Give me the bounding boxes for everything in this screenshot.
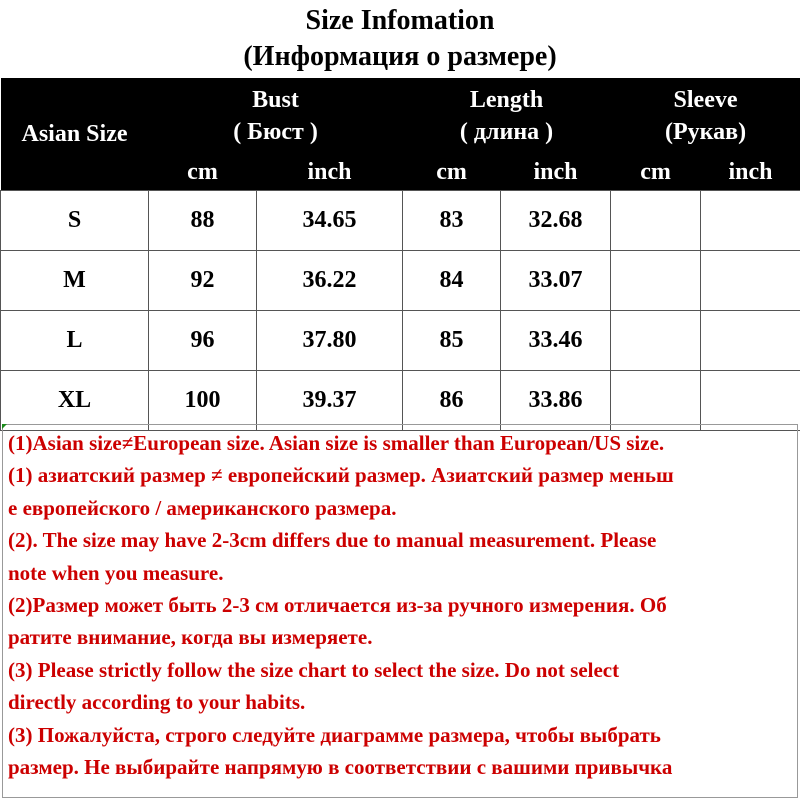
cell-bust-inch: 34.65 xyxy=(257,191,403,251)
cell-length-inch: 33.86 xyxy=(501,371,611,431)
header-unit-length-inch: inch xyxy=(501,154,611,191)
cell-bust-cm: 100 xyxy=(149,371,257,431)
cell-sleeve-cm xyxy=(611,251,701,311)
page-title: Size Infomation xyxy=(305,5,495,36)
cell-length-cm: 84 xyxy=(403,251,501,311)
cell-bust-cm: 92 xyxy=(149,251,257,311)
cell-size: L xyxy=(1,311,149,371)
cell-length-cm: 86 xyxy=(403,371,501,431)
table-row xyxy=(1,191,800,251)
cell-sleeve-cm xyxy=(611,371,701,431)
header-unit-bust-cm: cm xyxy=(149,154,257,191)
header-group-bust xyxy=(149,78,403,154)
note-line: note when you measure. xyxy=(8,560,224,585)
header-group-length xyxy=(403,78,611,154)
header-unit-length-cm: cm xyxy=(403,154,501,191)
page-subtitle: (Информация о размере) xyxy=(243,41,557,72)
cell-sleeve-inch xyxy=(701,371,800,431)
note-line: ратите внимание, когда вы измеряете. xyxy=(8,625,373,650)
cell-sleeve-inch xyxy=(701,191,800,251)
cell-sleeve-inch xyxy=(701,311,800,371)
cell-length-inch: 33.46 xyxy=(501,311,611,371)
title-block xyxy=(0,0,800,78)
table-row xyxy=(1,311,800,371)
header-unit-bust-inch: inch xyxy=(257,154,403,191)
cell-sleeve-cm xyxy=(611,311,701,371)
cell-length-cm: 83 xyxy=(403,191,501,251)
cell-bust-inch: 39.37 xyxy=(257,371,403,431)
header-group-name: Sleeve xyxy=(673,87,738,113)
cell-bust-inch: 37.80 xyxy=(257,311,403,371)
header-group-sub: ( Бюст ) xyxy=(233,119,318,145)
cell-bust-cm: 96 xyxy=(149,311,257,371)
note-line: directly according to your habits. xyxy=(8,690,306,715)
cell-length-cm: 85 xyxy=(403,311,501,371)
header-unit-sleeve-cm: cm xyxy=(611,154,701,191)
header-asian-size: Asian Size xyxy=(1,78,149,191)
note-line: (1)Asian size≠European size. Asian size is smaller than European/US size. xyxy=(8,431,665,455)
cell-length-inch: 32.68 xyxy=(501,191,611,251)
cell-bust-inch: 36.22 xyxy=(257,251,403,311)
note-line: (1) азиатский размер ≠ европейский размер. Азиатский размер меньш xyxy=(8,463,674,488)
note-line: размер. Не выбирайте напрямую в соответствии с вашими привычка xyxy=(8,755,673,780)
header-group-sleeve xyxy=(611,78,800,154)
header-group-name: Bust xyxy=(252,87,299,113)
size-notes xyxy=(2,424,798,798)
cell-sleeve-inch xyxy=(701,251,800,311)
cell-bust-cm: 88 xyxy=(149,191,257,251)
cell-length-inch: 33.07 xyxy=(501,251,611,311)
table-row xyxy=(1,371,800,431)
cell-size: S xyxy=(1,191,149,251)
note-line: е европейского / американского размера. xyxy=(8,495,397,520)
note-line: (2). The size may have 2-3cm differs due to manual measurement. Please xyxy=(8,528,657,553)
note-line: (2)Размер может быть 2-3 см отличается из-за ручного измерения. Об xyxy=(8,593,667,618)
header-group-sub: (Рукав) xyxy=(664,119,747,145)
header-group-name: Length xyxy=(469,87,544,113)
cell-size: M xyxy=(1,251,149,311)
cell-size: XL xyxy=(1,371,149,431)
note-line: (3) Пожалуйста, строго следуйте диаграмме размера, чтобы выбрать xyxy=(8,722,661,747)
cell-sleeve-cm xyxy=(611,191,701,251)
size-chart-table xyxy=(0,78,800,431)
cell-corner-marker xyxy=(2,424,7,429)
header-unit-sleeve-inch: inch xyxy=(701,154,800,191)
table-row xyxy=(1,251,800,311)
note-line: (3) Please strictly follow the size chart to select the size. Do not select xyxy=(8,657,620,682)
header-group-sub: ( длина ) xyxy=(459,119,554,145)
